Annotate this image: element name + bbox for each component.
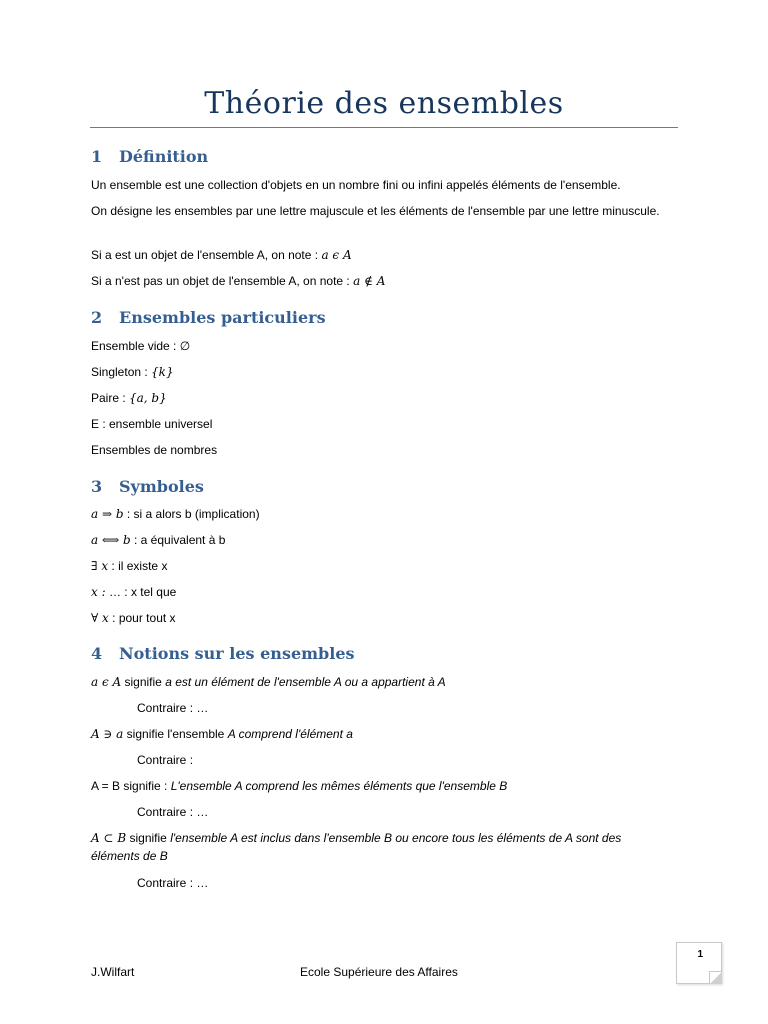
section-number: 2: [91, 308, 103, 327]
list-item: [91, 583, 681, 601]
item-text: Ensemble vide :: [91, 339, 180, 353]
title-underline: [90, 127, 678, 128]
list-item: [91, 363, 681, 381]
section-title: Ensembles particuliers: [119, 308, 326, 327]
notation-line: [91, 272, 681, 290]
math-expression: a ϵ A: [321, 248, 352, 262]
section-title: Définition: [119, 147, 209, 166]
notion-line: [91, 673, 681, 691]
math-expression: a ϵ A: [91, 675, 122, 689]
item-text: : il existe x: [108, 559, 168, 573]
notation-text: Si a n'est pas un objet de l'ensemble A, on note :: [91, 274, 354, 288]
item-text: Singleton :: [91, 365, 152, 379]
notion-line: [91, 725, 681, 743]
math-expression: a ∉ A: [353, 274, 386, 288]
math-expression: {k}: [151, 365, 174, 379]
math-expression: a ⟺ b: [91, 533, 131, 547]
math-expression: ∀ x: [91, 611, 109, 625]
math-expression: ∅: [179, 339, 191, 353]
contraire-line: Contraire : …: [137, 876, 209, 890]
notion-line: [91, 777, 681, 795]
list-item: E : ensemble universel: [91, 417, 213, 431]
notion-label: A = B signifie :: [91, 779, 171, 793]
list-item: [91, 505, 681, 523]
notation-line: [91, 246, 681, 264]
notion-description: L'ensemble A comprend les mêmes éléments que l'ensemble B: [170, 779, 508, 793]
notion-line: [91, 829, 666, 865]
page-number-box: [676, 942, 722, 984]
math-expression: A ∋ a: [91, 727, 124, 741]
item-text: : si a alors b (implication): [123, 507, 260, 521]
list-item: Ensembles de nombres: [91, 443, 218, 457]
item-text: : a équivalent à b: [130, 533, 226, 547]
math-expression: a ⇒ b: [91, 507, 124, 521]
math-expression: ∃ x: [91, 559, 109, 573]
section-heading-3: [91, 477, 204, 496]
section-heading-2: [91, 308, 326, 327]
notion-label: signifie l'ensemble: [123, 727, 228, 741]
contraire-line: Contraire : …: [137, 701, 209, 715]
section-heading-4: [91, 644, 355, 663]
footer-author: J.Wilfart: [91, 965, 135, 979]
list-item: [91, 531, 681, 549]
footer-school: Ecole Supérieure des Affaires: [300, 965, 458, 979]
section-title: Symboles: [119, 477, 204, 496]
item-text: Paire :: [91, 391, 130, 405]
page-number: 1: [697, 949, 703, 960]
notation-text: Si a est un objet de l'ensemble A, on note :: [91, 248, 322, 262]
list-item: [91, 337, 681, 355]
document-title: Théorie des ensembles: [204, 86, 564, 121]
section-heading-1: [91, 147, 208, 166]
section-number: 1: [91, 147, 103, 166]
section-number: 3: [91, 477, 103, 496]
math-expression: x :: [91, 585, 106, 599]
math-expression: {a, b}: [129, 391, 167, 405]
notion-label: signifie: [121, 675, 166, 689]
contraire-line: Contraire :: [137, 753, 194, 767]
notion-description: a est un élément de l'ensemble A ou a appartient à A: [165, 675, 446, 689]
list-item: [91, 609, 681, 627]
paragraph: On désigne les ensembles par une lettre majuscule et les éléments de l'ensemble par une lettre minuscule.: [91, 204, 660, 218]
math-expression: A ⊂ B: [91, 831, 127, 845]
page-fold-corner: [709, 971, 722, 984]
item-text: … : x tel que: [105, 585, 177, 599]
notion-description: l'ensemble A est inclus dans l'ensemble B ou encore tous les éléments de A sont des éléments de B: [91, 831, 622, 863]
item-text: : pour tout x: [108, 611, 176, 625]
section-number: 4: [91, 644, 103, 663]
section-title: Notions sur les ensembles: [119, 644, 355, 663]
list-item: [91, 557, 681, 575]
contraire-line: Contraire : …: [137, 805, 209, 819]
paragraph: Un ensemble est une collection d'objets en un nombre fini ou infini appelés éléments de l'ensemble.: [91, 178, 621, 192]
notion-description: A comprend l'élément a: [227, 727, 353, 741]
list-item: [91, 389, 681, 407]
notion-label: signifie: [126, 831, 171, 845]
